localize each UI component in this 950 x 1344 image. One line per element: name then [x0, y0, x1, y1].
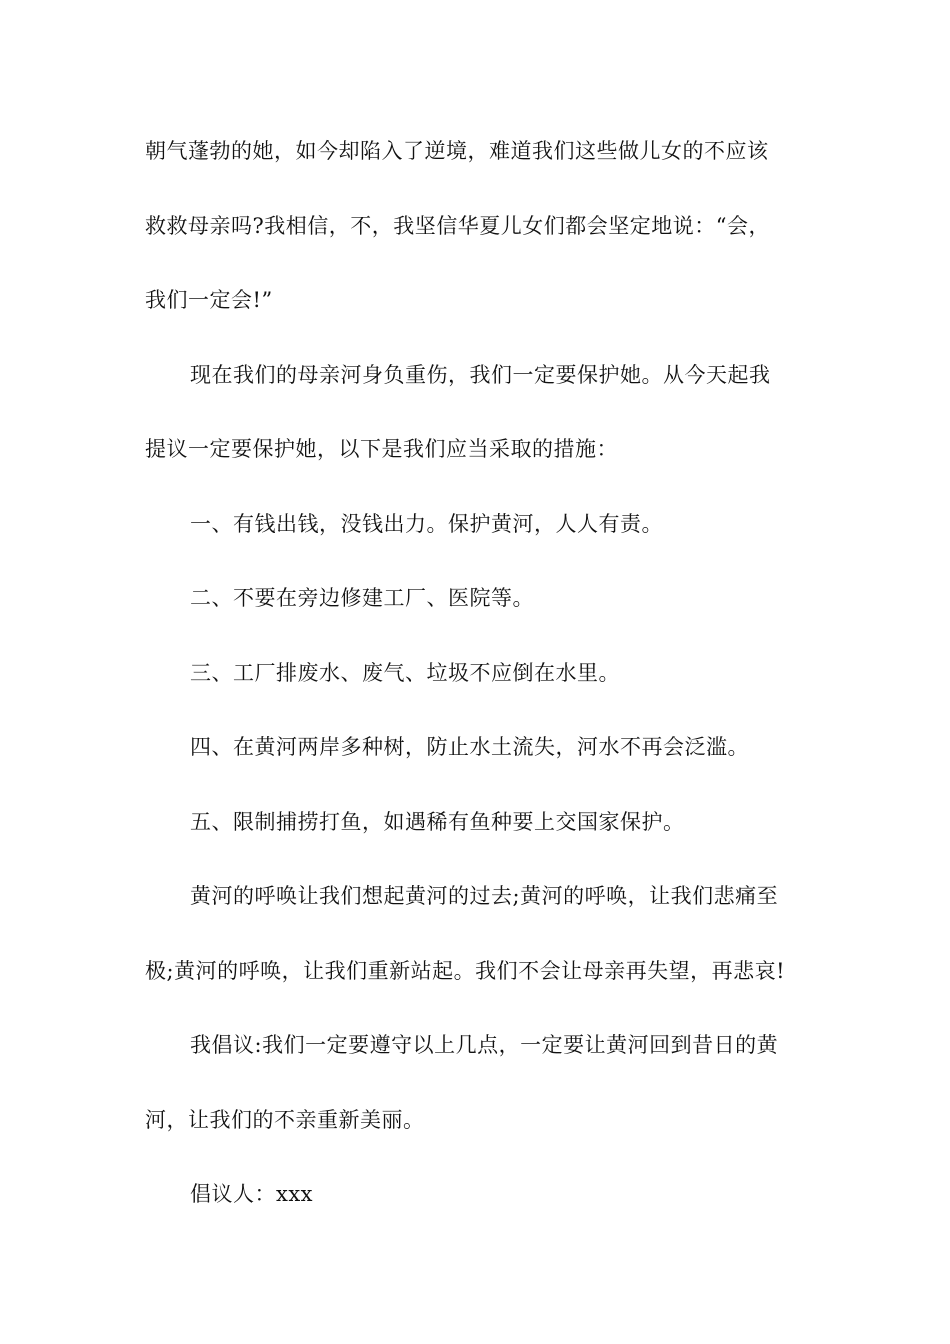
signature-line: 倡议人：xxx [190, 1182, 314, 1206]
paragraph-line: 河，让我们的不亲重新美丽。 [145, 1108, 425, 1132]
paragraph-line: 现在我们的母亲河身负重伤，我们一定要保护她。从今天起我 [190, 363, 771, 387]
list-item: 二、不要在旁边修建工厂、医院等。 [190, 586, 534, 610]
paragraph-line: 提议一定要保护她，以下是我们应当采取的措施： [145, 437, 618, 461]
list-item: 三、工厂排废水、废气、垃圾不应倒在水里。 [190, 661, 620, 685]
paragraph-line: 我倡议:我们一定要遵守以上几点，一定要让黄河回到昔日的黄 [190, 1033, 779, 1057]
paragraph-line: 极;黄河的呼唤，让我们重新站起。我们不会让母亲再失望，再悲哀! [145, 959, 786, 983]
paragraph-line: 黄河的呼唤让我们想起黄河的过去;黄河的呼唤，让我们悲痛至 [190, 884, 779, 908]
paragraph-line: 朝气蓬勃的她，如今却陷入了逆境，难道我们这些做儿女的不应该 [145, 139, 769, 163]
list-item: 一、有钱出钱，没钱出力。保护黄河，人人有责。 [190, 512, 663, 536]
paragraph-line: 救救母亲吗?我相信，不，我坚信华夏儿女们都会坚定地说：“会， [145, 214, 770, 238]
list-item: 四、在黄河两岸多种树，防止水土流失，河水不再会泛滥。 [190, 735, 749, 759]
paragraph-line: 我们一定会!” [145, 288, 273, 312]
list-item: 五、限制捕捞打鱼，如遇稀有鱼种要上交国家保护。 [190, 810, 685, 834]
